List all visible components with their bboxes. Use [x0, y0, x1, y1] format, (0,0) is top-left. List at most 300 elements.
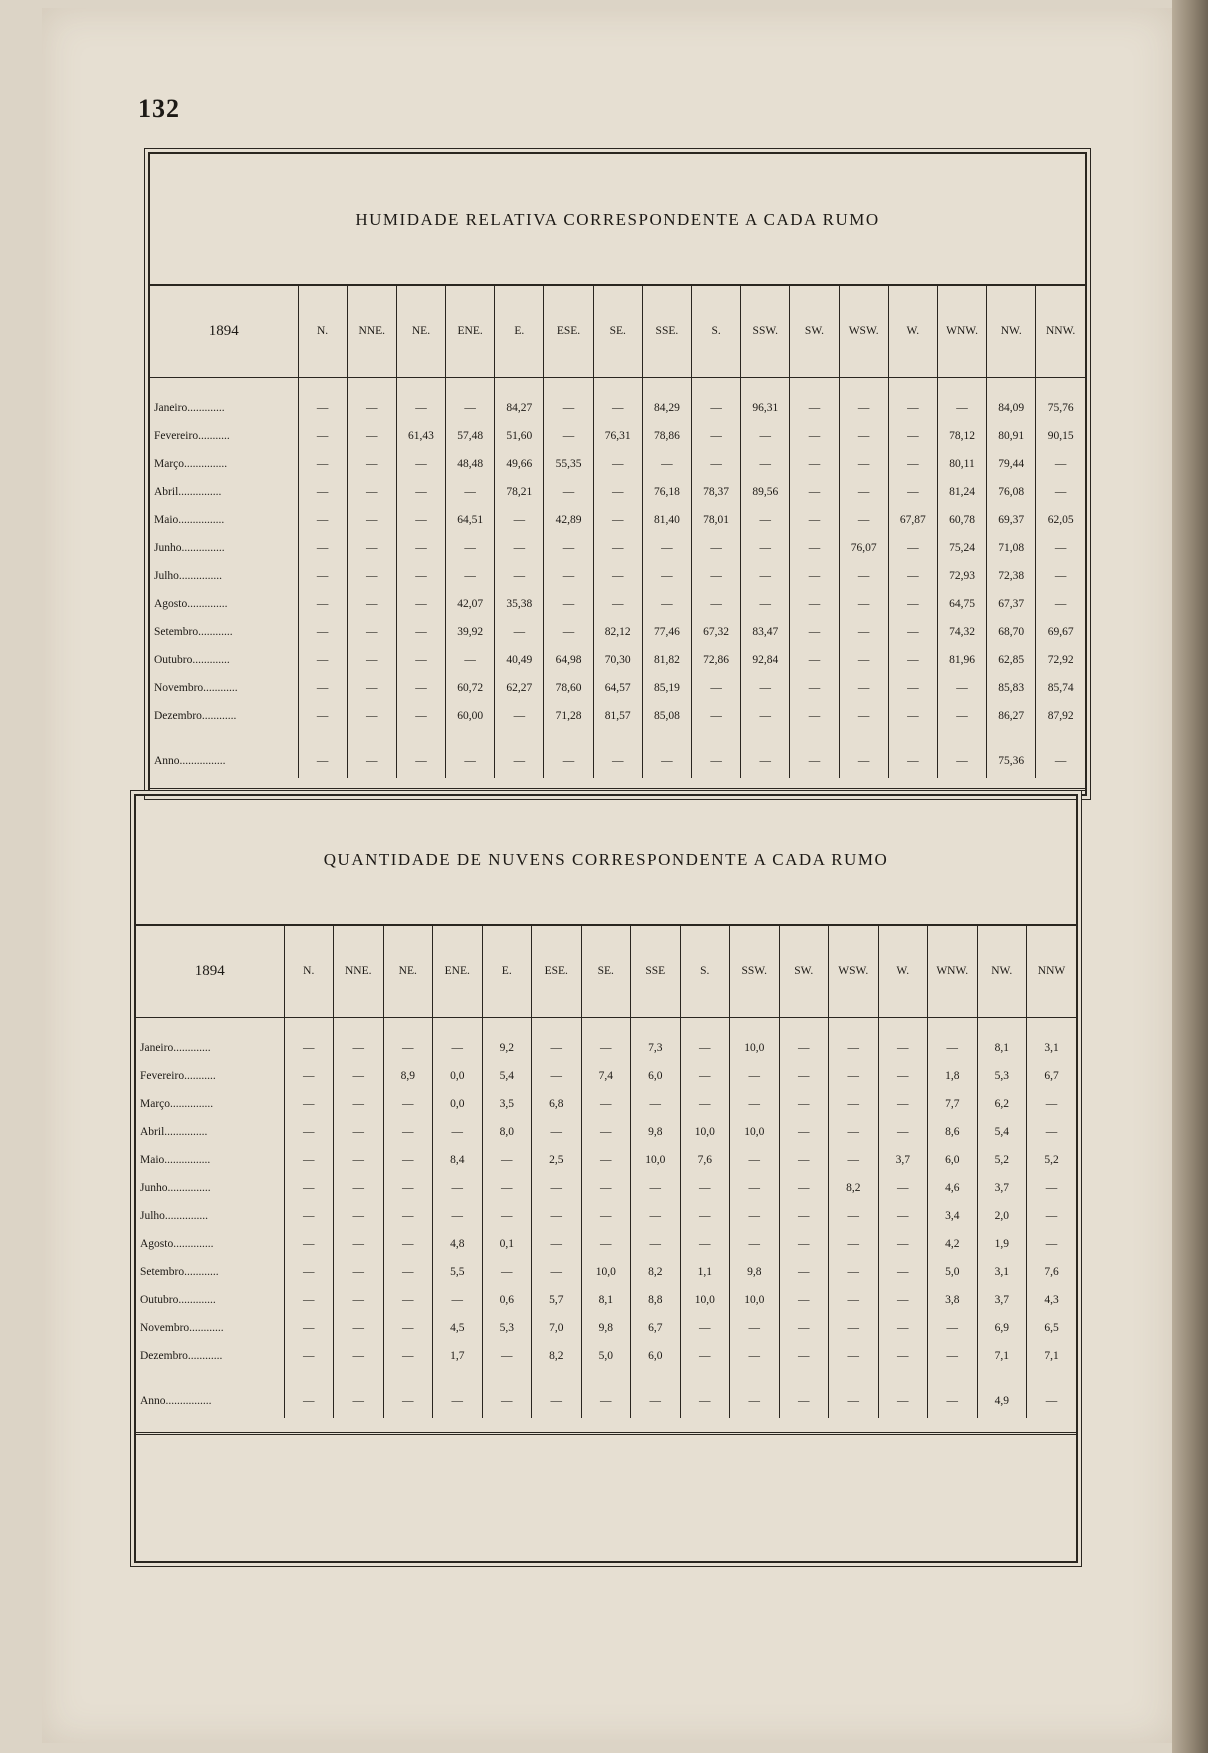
column-header: SSE. — [642, 285, 691, 378]
table-cell: 67,32 — [692, 618, 741, 646]
table-cell: 7,7 — [928, 1090, 978, 1118]
row-label: Janeiro............. — [140, 1042, 211, 1054]
year-header: 1894 — [150, 285, 298, 378]
table-cell: — — [347, 618, 396, 646]
table-cell: — — [396, 478, 445, 506]
table-cell: — — [680, 1174, 730, 1202]
table-row — [136, 1230, 1076, 1258]
table-cell: — — [383, 1314, 433, 1342]
row-label: Março............... — [140, 1098, 214, 1110]
table-cell: — — [581, 1146, 631, 1174]
table-cell: — — [937, 730, 986, 778]
column-header: SSW. — [741, 285, 790, 378]
table-cell: 8,6 — [928, 1118, 978, 1146]
table-cell: — — [347, 730, 396, 778]
table-cell: — — [298, 590, 347, 618]
table-cell: — — [888, 618, 937, 646]
table-cell: — — [878, 1342, 928, 1370]
table-cell: — — [888, 730, 937, 778]
table-cell: 5,2 — [1027, 1146, 1077, 1174]
table-cell: — — [347, 478, 396, 506]
table-cell: 5,0 — [928, 1258, 978, 1286]
table-cell: — — [779, 1286, 829, 1314]
column-header: W. — [878, 925, 928, 1018]
table-row — [136, 1174, 1076, 1202]
table-cell: — — [334, 1342, 384, 1370]
table-cell: 69,37 — [987, 506, 1036, 534]
table-cell: — — [888, 674, 937, 702]
table-cell: 3,8 — [928, 1286, 978, 1314]
table-cell: — — [1027, 1230, 1077, 1258]
table-cell: — — [446, 478, 495, 506]
table-cell: — — [396, 590, 445, 618]
table-cell: — — [347, 422, 396, 450]
column-header: SSE — [631, 925, 681, 1018]
table-cell: — — [298, 646, 347, 674]
row-label: Anno................ — [140, 1395, 212, 1407]
table-cell: 62,27 — [495, 674, 544, 702]
table-cell: 39,92 — [446, 618, 495, 646]
table-cell: — — [692, 674, 741, 702]
table-cell: 76,18 — [642, 478, 691, 506]
table-bottom-rule — [150, 788, 1085, 791]
table-cell: 85,19 — [642, 674, 691, 702]
table-cell: 84,29 — [642, 378, 691, 423]
table-cell: — — [383, 1118, 433, 1146]
table-cell: 79,44 — [987, 450, 1036, 478]
table-cell: — — [829, 1258, 879, 1286]
table-cell: — — [544, 378, 593, 423]
table-cell: — — [829, 1090, 879, 1118]
table-cell: — — [680, 1062, 730, 1090]
table-cell: — — [790, 674, 839, 702]
table-cell: 7,1 — [1027, 1342, 1077, 1370]
table-cell: 4,2 — [928, 1230, 978, 1258]
table-cell: 51,60 — [495, 422, 544, 450]
table-cell: — — [839, 674, 888, 702]
table-cell: — — [790, 646, 839, 674]
table-cell: — — [829, 1314, 879, 1342]
table-cell: — — [1036, 534, 1085, 562]
table-cell: — — [284, 1370, 334, 1418]
table-cell: — — [593, 590, 642, 618]
humidity-table — [150, 285, 1085, 778]
table-cell: 6,9 — [977, 1314, 1027, 1342]
table-cell: — — [680, 1018, 730, 1063]
column-header: WNW. — [937, 285, 986, 378]
table-cell: — — [790, 422, 839, 450]
table-cell: 75,24 — [937, 534, 986, 562]
table-cell: 60,78 — [937, 506, 986, 534]
table-cell: — — [692, 562, 741, 590]
table-cell: 3,1 — [977, 1258, 1027, 1286]
table-cell: — — [396, 450, 445, 478]
table-cell: — — [581, 1202, 631, 1230]
table-cell: — — [888, 378, 937, 423]
table-cell: — — [347, 674, 396, 702]
table-cell: — — [1036, 730, 1085, 778]
table-cell: — — [396, 618, 445, 646]
table-cell: 35,38 — [495, 590, 544, 618]
row-label: Junho............... — [154, 542, 225, 554]
table-cell: 81,57 — [593, 702, 642, 730]
table-cell: 10,0 — [581, 1258, 631, 1286]
table-cell: 84,27 — [495, 378, 544, 423]
row-label: Anno................ — [154, 755, 226, 767]
table-cell: — — [532, 1018, 582, 1063]
table-cell: 8,4 — [433, 1146, 483, 1174]
table-cell: 55,35 — [544, 450, 593, 478]
column-header: NW. — [977, 925, 1027, 1018]
column-header: WSW. — [839, 285, 888, 378]
table-cell: — — [839, 702, 888, 730]
table-cell: — — [396, 562, 445, 590]
table-cell: — — [433, 1370, 483, 1418]
table-cell: — — [532, 1062, 582, 1090]
table-cell: 62,85 — [987, 646, 1036, 674]
column-header: NNE. — [334, 925, 384, 1018]
table-cell: — — [878, 1314, 928, 1342]
table-cell: — — [839, 478, 888, 506]
table-cell: — — [284, 1090, 334, 1118]
table-cell: 8,0 — [482, 1118, 532, 1146]
table-cell: — — [495, 702, 544, 730]
table-cell: — — [298, 378, 347, 423]
table-cell: — — [888, 478, 937, 506]
table-cell: — — [334, 1286, 384, 1314]
table-cell: — — [839, 590, 888, 618]
table-cell: — — [581, 1174, 631, 1202]
table-cell: 78,37 — [692, 478, 741, 506]
table-cell: — — [888, 534, 937, 562]
table-cell: — — [284, 1146, 334, 1174]
table-cell: 64,98 — [544, 646, 593, 674]
table-cell: — — [347, 534, 396, 562]
row-label: Fevereiro........... — [140, 1070, 216, 1082]
table-cell: — — [593, 506, 642, 534]
table-cell: — — [839, 506, 888, 534]
table-bottom-rule — [136, 1432, 1076, 1435]
table-row — [150, 478, 1085, 506]
table-cell: 85,74 — [1036, 674, 1085, 702]
table-cell: — — [433, 1286, 483, 1314]
clouds-table-title: QUANTIDADE DE NUVENS CORRESPONDENTE A CADA RUMO — [323, 850, 889, 869]
table-cell: 5,0 — [581, 1342, 631, 1370]
table-cell: — — [642, 534, 691, 562]
table-cell: 48,48 — [446, 450, 495, 478]
table-cell: — — [544, 730, 593, 778]
row-label: Dezembro............ — [140, 1350, 223, 1362]
table-cell: 70,30 — [593, 646, 642, 674]
table-cell: — — [1027, 1090, 1077, 1118]
table-cell: 8,2 — [532, 1342, 582, 1370]
table-cell: — — [888, 702, 937, 730]
humidity-table-frame — [148, 152, 1087, 796]
table-cell: — — [937, 702, 986, 730]
table-cell: — — [631, 1202, 681, 1230]
column-header: NE. — [396, 285, 445, 378]
column-header: SW. — [790, 285, 839, 378]
table-cell: — — [593, 730, 642, 778]
table-cell: — — [433, 1174, 483, 1202]
table-cell: — — [730, 1314, 780, 1342]
table-cell: — — [532, 1370, 582, 1418]
table-cell: 0,0 — [433, 1090, 483, 1118]
table-cell: 8,9 — [383, 1062, 433, 1090]
table-cell: — — [741, 702, 790, 730]
table-cell: — — [593, 534, 642, 562]
row-label: Maio................ — [154, 514, 225, 526]
table-cell: — — [692, 422, 741, 450]
table-cell: — — [642, 450, 691, 478]
table-cell: 1,8 — [928, 1062, 978, 1090]
table-cell: — — [334, 1230, 384, 1258]
table-cell: — — [829, 1018, 879, 1063]
table-cell: 2,5 — [532, 1146, 582, 1174]
table-cell: — — [495, 506, 544, 534]
table-cell: — — [593, 450, 642, 478]
table-cell: — — [284, 1062, 334, 1090]
table-cell: 3,4 — [928, 1202, 978, 1230]
table-row — [136, 1314, 1076, 1342]
table-row — [150, 646, 1085, 674]
table-cell: 40,49 — [495, 646, 544, 674]
table-cell: — — [284, 1286, 334, 1314]
table-cell: — — [888, 590, 937, 618]
table-cell: — — [383, 1342, 433, 1370]
table-cell: 7,6 — [1027, 1258, 1077, 1286]
table-cell: — — [730, 1230, 780, 1258]
table-cell: — — [544, 422, 593, 450]
table-cell: — — [878, 1258, 928, 1286]
table-row — [136, 1062, 1076, 1090]
table-cell: — — [298, 674, 347, 702]
table-cell: — — [692, 730, 741, 778]
table-cell: 85,83 — [987, 674, 1036, 702]
table-cell: 0,0 — [433, 1062, 483, 1090]
page-edge — [1172, 0, 1208, 1753]
table-cell: 72,38 — [987, 562, 1036, 590]
table-cell: 8,8 — [631, 1286, 681, 1314]
table-cell: 62,05 — [1036, 506, 1085, 534]
table-cell: 10,0 — [730, 1018, 780, 1063]
table-cell: 69,67 — [1036, 618, 1085, 646]
table-cell: — — [790, 506, 839, 534]
table-cell: 71,28 — [544, 702, 593, 730]
row-label: Agosto.............. — [140, 1238, 214, 1250]
column-header: NNW — [1027, 925, 1077, 1018]
column-header: S. — [680, 925, 730, 1018]
table-cell: — — [680, 1090, 730, 1118]
table-cell: 1,9 — [977, 1230, 1027, 1258]
table-row — [136, 1202, 1076, 1230]
table-cell: — — [1036, 562, 1085, 590]
table-cell: — — [790, 702, 839, 730]
table-cell: — — [446, 562, 495, 590]
table-cell: — — [680, 1230, 730, 1258]
table-cell: — — [532, 1230, 582, 1258]
table-row — [150, 534, 1085, 562]
table-cell: — — [446, 534, 495, 562]
row-label: Fevereiro........... — [154, 430, 230, 442]
table-cell: — — [446, 730, 495, 778]
table-cell: 6,0 — [631, 1342, 681, 1370]
table-cell: — — [741, 506, 790, 534]
table-cell: — — [829, 1342, 879, 1370]
table-cell: — — [544, 562, 593, 590]
table-cell: — — [829, 1286, 879, 1314]
column-header: NE. — [383, 925, 433, 1018]
table-cell: — — [284, 1118, 334, 1146]
table-cell: 72,92 — [1036, 646, 1085, 674]
table-cell: — — [790, 730, 839, 778]
table-cell: 6,7 — [631, 1314, 681, 1342]
table-cell: 81,24 — [937, 478, 986, 506]
table-cell: 4,9 — [977, 1370, 1027, 1418]
table-row — [136, 1258, 1076, 1286]
table-cell: — — [396, 702, 445, 730]
table-cell: — — [779, 1062, 829, 1090]
table-cell: — — [790, 378, 839, 423]
table-cell: 5,4 — [482, 1062, 532, 1090]
table-cell: 10,0 — [730, 1286, 780, 1314]
table-cell: — — [741, 730, 790, 778]
table-cell: — — [730, 1146, 780, 1174]
column-header: S. — [692, 285, 741, 378]
table-cell: 3,5 — [482, 1090, 532, 1118]
column-header: W. — [888, 285, 937, 378]
table-cell: — — [829, 1118, 879, 1146]
table-cell: — — [581, 1370, 631, 1418]
table-cell: — — [779, 1314, 829, 1342]
table-cell: — — [1036, 450, 1085, 478]
clouds-table — [136, 925, 1076, 1418]
table-row — [150, 450, 1085, 478]
table-cell: — — [839, 450, 888, 478]
table-cell: — — [495, 534, 544, 562]
table-cell: — — [1027, 1174, 1077, 1202]
table-cell: — — [383, 1174, 433, 1202]
table-cell: — — [581, 1090, 631, 1118]
table-cell: 76,07 — [839, 534, 888, 562]
table-cell: 68,70 — [987, 618, 1036, 646]
row-label: Abril............... — [154, 486, 222, 498]
table-cell: 6,0 — [631, 1062, 681, 1090]
table-cell: 82,12 — [593, 618, 642, 646]
table-cell: 81,82 — [642, 646, 691, 674]
table-cell: — — [878, 1202, 928, 1230]
table-cell: — — [1027, 1370, 1077, 1418]
table-cell: — — [1027, 1118, 1077, 1146]
table-cell: 4,3 — [1027, 1286, 1077, 1314]
table-cell: 78,21 — [495, 478, 544, 506]
table-cell: — — [790, 618, 839, 646]
table-cell: — — [532, 1258, 582, 1286]
table-cell: 1,1 — [680, 1258, 730, 1286]
table-cell: 4,6 — [928, 1174, 978, 1202]
row-label: Junho............... — [140, 1182, 211, 1194]
table-cell: — — [779, 1342, 829, 1370]
table-cell: — — [829, 1370, 879, 1418]
table-cell: — — [878, 1370, 928, 1418]
table-cell: 57,48 — [446, 422, 495, 450]
table-row — [150, 378, 1085, 423]
column-header: WNW. — [928, 925, 978, 1018]
table-cell: — — [779, 1370, 829, 1418]
row-label: Outubro............. — [154, 654, 230, 666]
table-cell: 9,2 — [482, 1018, 532, 1063]
table-cell: — — [878, 1062, 928, 1090]
table-row — [136, 1090, 1076, 1118]
table-cell: — — [878, 1118, 928, 1146]
table-cell: — — [593, 478, 642, 506]
column-header: N. — [298, 285, 347, 378]
table-cell: 75,36 — [987, 730, 1036, 778]
table-cell: 85,08 — [642, 702, 691, 730]
table-cell: 7,0 — [532, 1314, 582, 1342]
table-cell: 92,84 — [741, 646, 790, 674]
table-cell: 10,0 — [730, 1118, 780, 1146]
table-cell: — — [839, 730, 888, 778]
table-cell: — — [829, 1202, 879, 1230]
table-cell: 64,75 — [937, 590, 986, 618]
table-cell: 78,01 — [692, 506, 741, 534]
table-cell: 6,8 — [532, 1090, 582, 1118]
table-cell: — — [730, 1342, 780, 1370]
row-label: Novembro............ — [140, 1322, 224, 1334]
table-cell: 86,27 — [987, 702, 1036, 730]
table-cell: 64,57 — [593, 674, 642, 702]
table-cell: — — [692, 702, 741, 730]
table-cell: 3,1 — [1027, 1018, 1077, 1063]
table-cell: — — [878, 1230, 928, 1258]
table-cell: — — [298, 422, 347, 450]
table-cell: 8,1 — [977, 1018, 1027, 1063]
table-cell: — — [446, 378, 495, 423]
table-cell: — — [631, 1230, 681, 1258]
table-cell: — — [482, 1370, 532, 1418]
column-header: ESE. — [544, 285, 593, 378]
table-cell: — — [334, 1314, 384, 1342]
table-cell: — — [839, 422, 888, 450]
column-header: SE. — [581, 925, 631, 1018]
table-cell: — — [383, 1146, 433, 1174]
table-cell: — — [298, 478, 347, 506]
table-cell: 4,5 — [433, 1314, 483, 1342]
table-cell: 6,7 — [1027, 1062, 1077, 1090]
table-cell: — — [495, 562, 544, 590]
table-cell: — — [680, 1342, 730, 1370]
table-cell: — — [298, 506, 347, 534]
table-cell: — — [383, 1370, 433, 1418]
table-cell: — — [334, 1090, 384, 1118]
table-cell: 67,87 — [888, 506, 937, 534]
table-cell: — — [680, 1202, 730, 1230]
table-cell: 10,0 — [680, 1118, 730, 1146]
table-cell: — — [741, 422, 790, 450]
table-row — [150, 562, 1085, 590]
table-cell: 5,7 — [532, 1286, 582, 1314]
table-cell: — — [928, 1314, 978, 1342]
column-header: ESE. — [532, 925, 582, 1018]
table-cell: — — [878, 1174, 928, 1202]
column-header: SW. — [779, 925, 829, 1018]
table-cell: 7,4 — [581, 1062, 631, 1090]
table-cell: 76,31 — [593, 422, 642, 450]
column-header: E. — [482, 925, 532, 1018]
table-cell: — — [730, 1174, 780, 1202]
table-row — [136, 1118, 1076, 1146]
